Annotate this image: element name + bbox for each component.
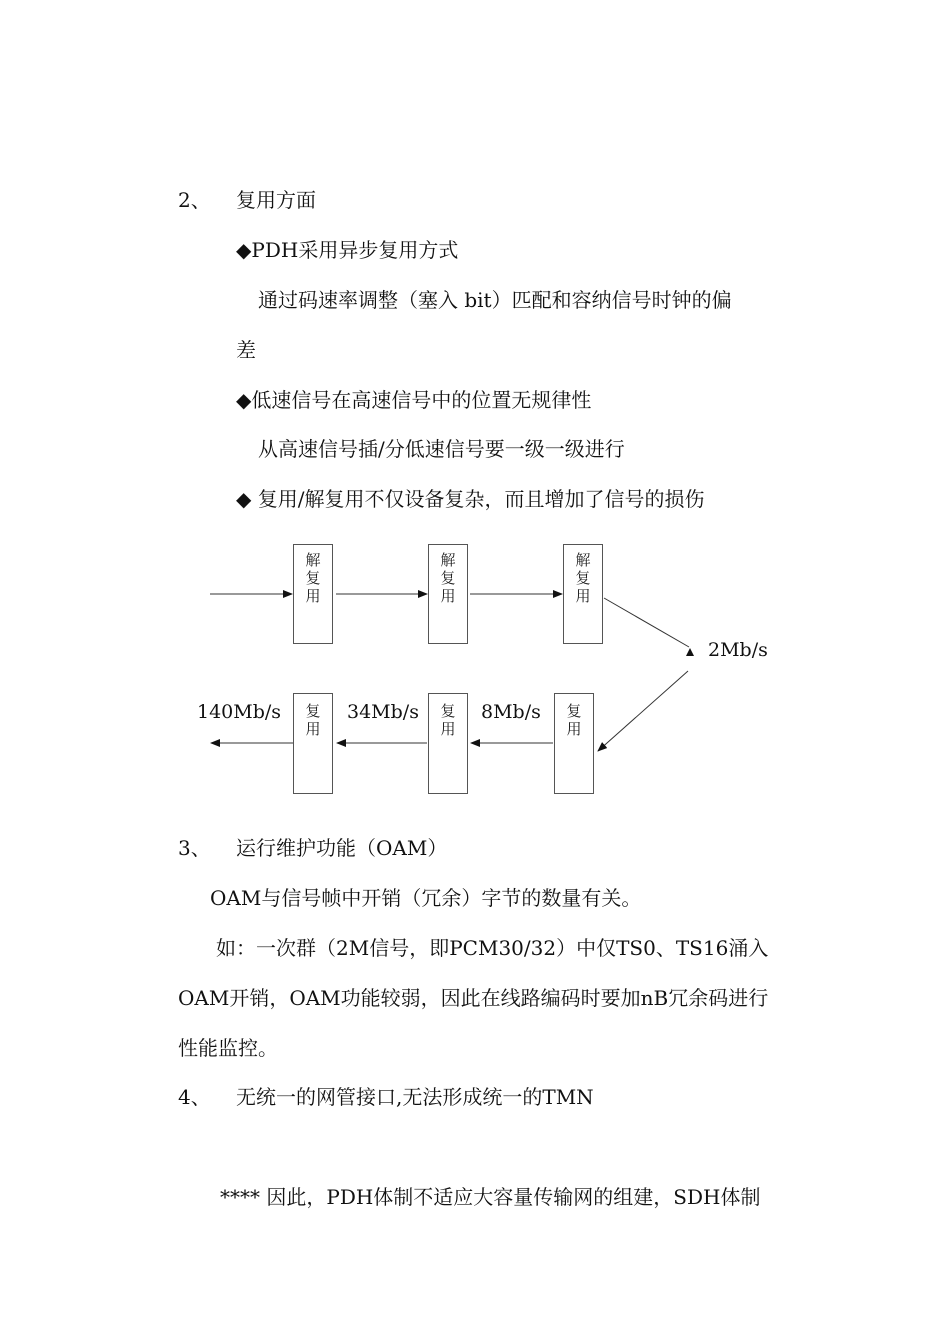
label-8mbps: 8Mb/s bbox=[481, 701, 541, 723]
demux-box-1: 解 复 用 bbox=[293, 544, 333, 644]
oam-paragraph-line2: 如：一次群（2M信号，即PCM30/32）中仅TS0、TS16涌入 bbox=[216, 936, 769, 960]
oam-paragraph-line3: OAM开销，OAM功能较弱，因此在线路编码时要加nB冗余码进行 bbox=[178, 986, 769, 1010]
bullet-mux-complexity: ◆ 复用/解复用不仅设备复杂，而且增加了信号的损伤 bbox=[236, 487, 705, 511]
section-2-number: 2、 bbox=[178, 188, 211, 212]
section-4-heading: 无统一的网管接口,无法形成统一的TMN bbox=[236, 1085, 594, 1109]
conclusion-line: **** 因此，PDH体制不适应大容量传输网的组建，SDH体制 bbox=[220, 1185, 761, 1209]
bullet-async-multiplexing: ◆PDH采用异步复用方式 bbox=[236, 238, 459, 262]
label-34mbps: 34Mb/s bbox=[347, 701, 419, 723]
node-2m-triangle bbox=[686, 648, 694, 656]
oam-paragraph-line4: 性能监控。 bbox=[178, 1036, 278, 1060]
label-2mbps: 2Mb/s bbox=[708, 639, 768, 661]
mux-box-3: 复 用 bbox=[554, 693, 594, 794]
arrow-2m-to-mux-3 bbox=[598, 671, 688, 751]
oam-paragraph-line1: OAM与信号帧中开销（冗余）字节的数量有关。 bbox=[210, 886, 642, 910]
bullet-low-speed-position: ◆低速信号在高速信号中的位置无规律性 bbox=[236, 388, 592, 412]
bullet-async-detail-line1: 通过码速率调整（塞入 bit）匹配和容纳信号时钟的偏 bbox=[258, 288, 732, 312]
mux-box-1: 复 用 bbox=[293, 693, 333, 794]
section-2-heading: 复用方面 bbox=[236, 188, 316, 212]
demux-box-2: 解 复 用 bbox=[428, 544, 468, 644]
bullet-async-detail-line2: 差 bbox=[236, 338, 256, 362]
mux-box-2: 复 用 bbox=[428, 693, 468, 794]
demux-box-3: 解 复 用 bbox=[563, 544, 603, 644]
section-3-heading: 运行维护功能（OAM） bbox=[236, 836, 448, 860]
line-demux-3-to-2m bbox=[604, 598, 689, 647]
label-140mbps: 140Mb/s bbox=[197, 701, 282, 723]
section-3-number: 3、 bbox=[178, 836, 211, 860]
section-4-number: 4、 bbox=[178, 1085, 211, 1109]
bullet-low-speed-detail: 从高速信号插/分低速信号要一级一级进行 bbox=[258, 437, 625, 461]
